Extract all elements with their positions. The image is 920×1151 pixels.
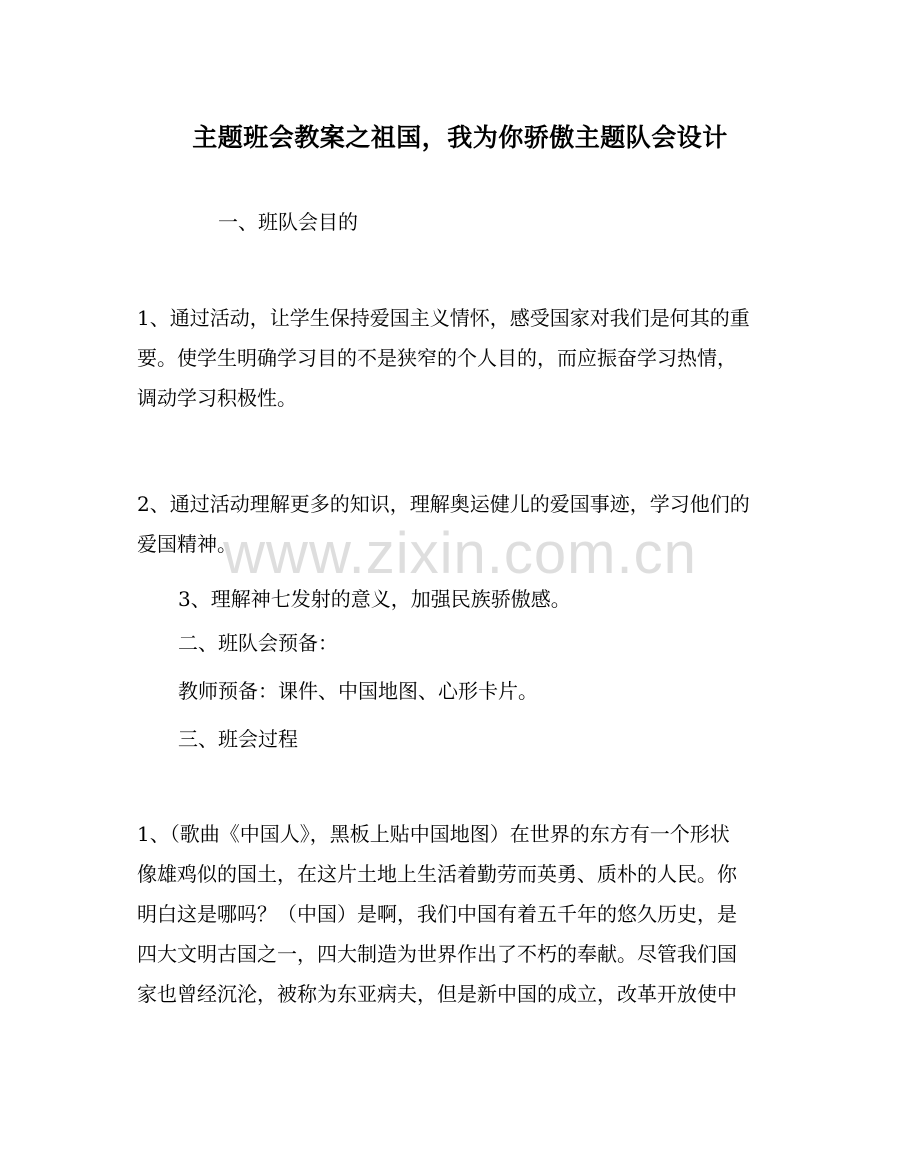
text-line: 四大文明古国之一，四大制造为世界作出了不朽的奉献。尽管我们国 xyxy=(137,942,737,966)
text-line: 家也曾经沉沦，被称为东亚病夫，但是新中国的成立，改革开放使中 xyxy=(137,982,737,1006)
paragraph-goal-2 xyxy=(137,484,783,564)
teacher-preparation: 教师预备：课件、中国地图、心形卡片。 xyxy=(178,679,538,703)
section-heading-preparation: 二、班队会预备： xyxy=(178,631,338,655)
text-line: 1、通过活动，让学生保持爱国主义情怀，感受国家对我们是何其的重 xyxy=(137,306,750,330)
text-line: 1、（歌曲《中国人》，黑板上贴中国地图）在世界的东方有一个形状 xyxy=(137,822,730,846)
text-line: 2、通过活动理解更多的知识，理解奥运健儿的爱国事迹，学习他们的 xyxy=(137,492,750,516)
section-heading-objectives: 一、班队会目的 xyxy=(218,210,358,234)
document-title: 主题班会教案之祖国，我为你骄傲主题队会设计 xyxy=(192,123,728,152)
text-line: 爱国精神。 xyxy=(137,532,237,556)
paragraph-goal-3: 3、理解神七发射的意义，加强民族骄傲感。 xyxy=(178,587,571,611)
text-line: 明白这是哪吗？（中国）是啊，我们中国有着五千年的悠久历史，是 xyxy=(137,902,737,926)
paragraph-goal-1 xyxy=(137,298,783,418)
text-line: 调动学习积极性。 xyxy=(137,386,297,410)
paragraph-process-1 xyxy=(137,814,783,1014)
watermark: www.zixin.com.cn xyxy=(223,521,697,586)
text-line: 要。使学生明确学习目的不是狭窄的个人目的，而应振奋学习热情， xyxy=(137,346,737,370)
section-heading-process: 三、班会过程 xyxy=(178,727,298,751)
text-line: 像雄鸡似的国土，在这片土地上生活着勤劳而英勇、质朴的人民。你 xyxy=(137,862,737,886)
